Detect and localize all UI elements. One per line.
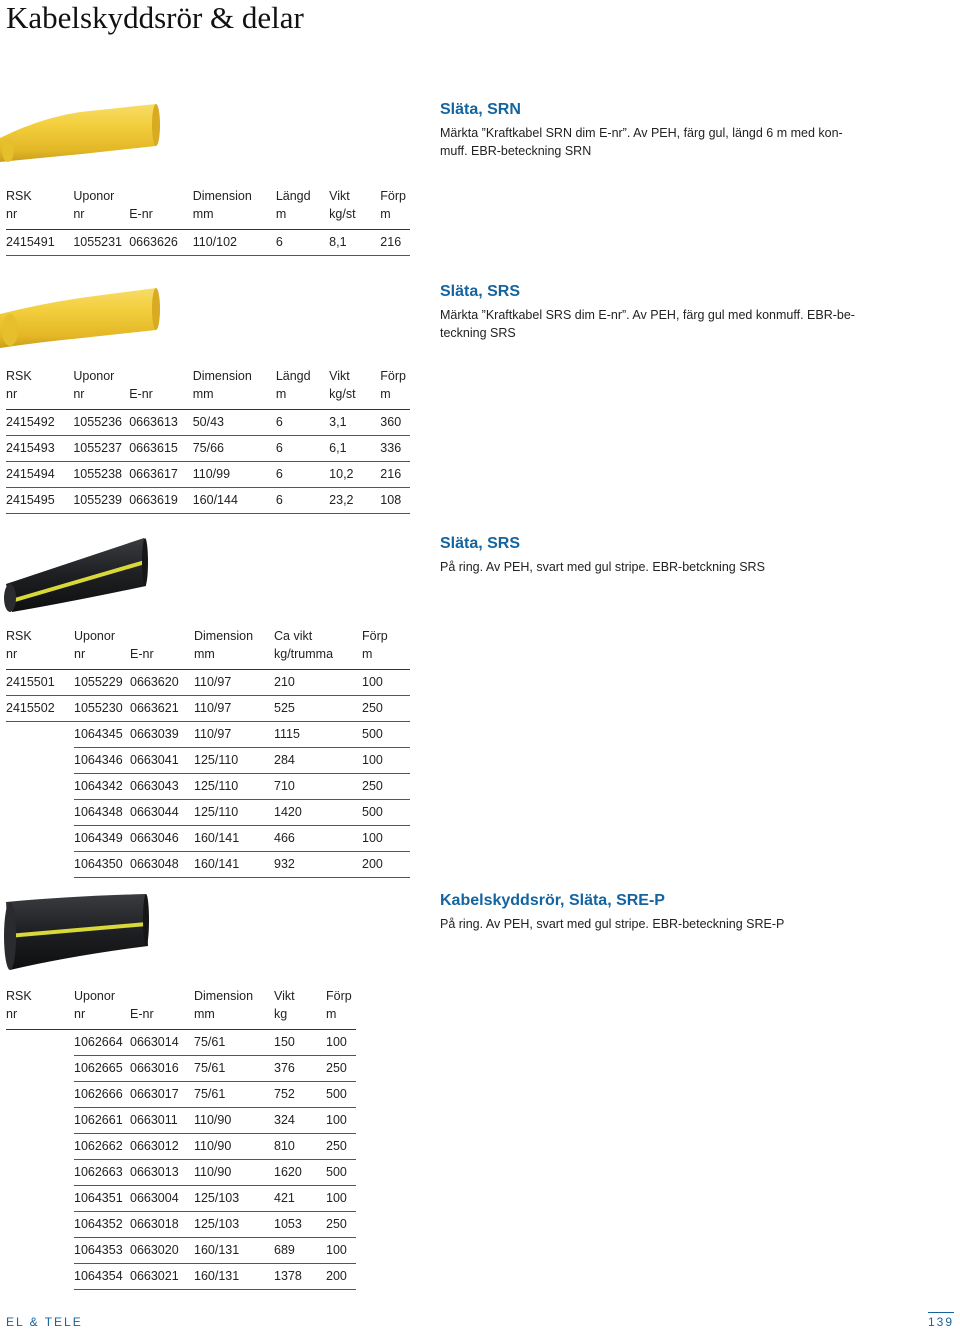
cell-dimension: 160/131 xyxy=(194,1264,274,1290)
cell-dimension: 75/61 xyxy=(194,1082,274,1108)
section-title: Släta, SRS xyxy=(440,283,521,300)
col-header: Förp m xyxy=(326,987,356,1030)
section-description: På ring. Av PEH, svart med gul stripe. EBR-beteckning SRE-P xyxy=(440,917,785,931)
col-header: E-nr xyxy=(129,367,193,410)
cell-rsk: 2415502 xyxy=(6,696,74,722)
cell-weight: 376 xyxy=(274,1056,326,1082)
table-row xyxy=(6,800,410,826)
cell-uponor: 1064342 xyxy=(74,774,130,800)
cell-dimension: 125/110 xyxy=(194,748,274,774)
cell-dimension: 110/99 xyxy=(193,462,276,488)
section-description: På ring. Av PEH, svart med gul stripe. EBR-betckning SRS xyxy=(440,560,765,574)
table-row xyxy=(6,462,410,488)
cell-uponor: 1062666 xyxy=(74,1082,130,1108)
cell-rsk xyxy=(6,1082,74,1108)
table-row xyxy=(6,1082,356,1108)
cell-length: 6 xyxy=(276,436,329,462)
cell-uponor: 1062662 xyxy=(74,1134,130,1160)
cell-enr: 0663013 xyxy=(130,1160,194,1186)
cell-pack: 336 xyxy=(380,436,410,462)
cell-pack: 100 xyxy=(362,748,410,774)
table-row xyxy=(6,1186,356,1212)
table-header-row xyxy=(6,367,410,410)
cell-weight: 1378 xyxy=(274,1264,326,1290)
cell-pack: 500 xyxy=(362,800,410,826)
cell-rsk xyxy=(6,1030,74,1056)
cell-weight: 1115 xyxy=(274,722,362,748)
cell-length: 6 xyxy=(276,410,329,436)
cell-rsk: 2415493 xyxy=(6,436,73,462)
cell-dimension: 125/103 xyxy=(194,1212,274,1238)
section-info xyxy=(440,891,860,933)
cell-enr: 0663044 xyxy=(130,800,194,826)
cell-weight: 466 xyxy=(274,826,362,852)
col-header: RSK nr xyxy=(6,367,73,410)
cell-pack: 100 xyxy=(362,826,410,852)
table-row xyxy=(6,1108,356,1134)
cell-enr: 0663048 xyxy=(130,852,194,878)
spec-table xyxy=(6,367,410,514)
cell-enr: 0663017 xyxy=(130,1082,194,1108)
col-header: Uponor nr xyxy=(73,187,129,230)
table-row xyxy=(6,1238,356,1264)
page-number: 139 xyxy=(928,1312,954,1329)
cell-enr: 0663619 xyxy=(129,488,193,514)
col-header: RSK nr xyxy=(6,987,74,1030)
section-info xyxy=(440,282,860,342)
cell-weight: 210 xyxy=(274,670,362,696)
page-title: Kabelskyddsrör & delar xyxy=(6,0,304,35)
cell-dimension: 75/61 xyxy=(194,1030,274,1056)
cell-dimension: 160/141 xyxy=(194,826,274,852)
cell-rsk: 2415492 xyxy=(6,410,73,436)
cell-rsk xyxy=(6,1238,74,1264)
col-header: Förp m xyxy=(362,627,410,670)
cell-pack: 100 xyxy=(326,1108,356,1134)
col-header: Förp m xyxy=(380,187,410,230)
black-pipe-image xyxy=(0,532,150,614)
cell-pack: 216 xyxy=(380,462,410,488)
cell-pack: 500 xyxy=(362,722,410,748)
cell-enr: 0663016 xyxy=(130,1056,194,1082)
cell-dimension: 50/43 xyxy=(193,410,276,436)
cell-uponor: 1064346 xyxy=(74,748,130,774)
cell-uponor: 1064353 xyxy=(74,1238,130,1264)
cell-pack: 100 xyxy=(326,1186,356,1212)
col-header: Dimension mm xyxy=(193,187,276,230)
cell-dimension: 160/141 xyxy=(194,852,274,878)
table-row xyxy=(6,1056,356,1082)
cell-rsk: 2415491 xyxy=(6,230,73,256)
cell-enr: 0663043 xyxy=(130,774,194,800)
cell-dimension: 75/61 xyxy=(194,1056,274,1082)
cell-weight: 3,1 xyxy=(329,410,380,436)
cell-rsk xyxy=(6,748,74,774)
col-header: Dimension mm xyxy=(194,627,274,670)
cell-uponor: 1064354 xyxy=(74,1264,130,1290)
table-row xyxy=(6,696,410,722)
cell-enr: 0663018 xyxy=(130,1212,194,1238)
cell-enr: 0663021 xyxy=(130,1264,194,1290)
cell-uponor: 1062661 xyxy=(74,1108,130,1134)
cell-rsk xyxy=(6,1186,74,1212)
cell-length: 6 xyxy=(276,230,329,256)
black-pipe-image xyxy=(0,890,150,972)
cell-uponor: 1064348 xyxy=(74,800,130,826)
cell-uponor: 1055230 xyxy=(74,696,130,722)
col-header: Vikt kg/st xyxy=(329,367,380,410)
yellow-pipe-image xyxy=(0,98,160,170)
cell-uponor: 1055238 xyxy=(73,462,129,488)
cell-weight: 150 xyxy=(274,1030,326,1056)
cell-uponor: 1062663 xyxy=(74,1160,130,1186)
cell-uponor: 1055239 xyxy=(73,488,129,514)
cell-dimension: 125/110 xyxy=(194,774,274,800)
cell-enr: 0663046 xyxy=(130,826,194,852)
cell-enr: 0663041 xyxy=(130,748,194,774)
cell-enr: 0663004 xyxy=(130,1186,194,1212)
cell-enr: 0663012 xyxy=(130,1134,194,1160)
col-header: E-nr xyxy=(130,627,194,670)
table-row xyxy=(6,722,410,748)
col-header: Längd m xyxy=(276,187,329,230)
table-row xyxy=(6,410,410,436)
col-header: RSK nr xyxy=(6,187,73,230)
section-title: Släta, SRN xyxy=(440,101,521,118)
col-header: Uponor nr xyxy=(73,367,129,410)
cell-uponor: 1064351 xyxy=(74,1186,130,1212)
cell-rsk xyxy=(6,1160,74,1186)
cell-dimension: 110/90 xyxy=(194,1160,274,1186)
cell-dimension: 110/90 xyxy=(194,1134,274,1160)
col-header: RSK nr xyxy=(6,627,74,670)
cell-enr: 0663626 xyxy=(129,230,193,256)
cell-pack: 250 xyxy=(362,774,410,800)
table-row xyxy=(6,852,410,878)
cell-uponor: 1062664 xyxy=(74,1030,130,1056)
cell-dimension: 75/66 xyxy=(193,436,276,462)
cell-enr: 0663617 xyxy=(129,462,193,488)
cell-weight: 932 xyxy=(274,852,362,878)
cell-pack: 500 xyxy=(326,1160,356,1186)
section-title: Kabelskyddsrör, Släta, SRE-P xyxy=(440,892,665,909)
cell-pack: 200 xyxy=(326,1264,356,1290)
col-header: E-nr xyxy=(129,187,193,230)
cell-length: 6 xyxy=(276,462,329,488)
cell-rsk xyxy=(6,722,74,748)
cell-weight: 525 xyxy=(274,696,362,722)
table-row xyxy=(6,230,410,256)
cell-rsk xyxy=(6,1056,74,1082)
col-header: Vikt kg/st xyxy=(329,187,380,230)
cell-enr: 0663011 xyxy=(130,1108,194,1134)
cell-pack: 108 xyxy=(380,488,410,514)
yellow-pipe-image xyxy=(0,282,160,354)
cell-pack: 360 xyxy=(380,410,410,436)
cell-enr: 0663014 xyxy=(130,1030,194,1056)
cell-rsk xyxy=(6,774,74,800)
section-description: Märkta ”Kraftkabel SRN dim E-nr”. Av PEH, färg gul, längd 6 m med kon- muff. EBR-beteckning SRN xyxy=(440,126,843,158)
cell-rsk xyxy=(6,1134,74,1160)
col-header: E-nr xyxy=(130,987,194,1030)
cell-pack: 100 xyxy=(362,670,410,696)
table-row xyxy=(6,436,410,462)
spec-table xyxy=(6,187,410,256)
cell-dimension: 110/97 xyxy=(194,670,274,696)
table-header-row xyxy=(6,187,410,230)
cell-uponor: 1055236 xyxy=(73,410,129,436)
cell-enr: 0663020 xyxy=(130,1238,194,1264)
cell-enr: 0663613 xyxy=(129,410,193,436)
table-row xyxy=(6,1030,356,1056)
cell-weight: 689 xyxy=(274,1238,326,1264)
cell-weight: 10,2 xyxy=(329,462,380,488)
cell-rsk xyxy=(6,1264,74,1290)
table-row xyxy=(6,1134,356,1160)
col-header: Dimension mm xyxy=(194,987,274,1030)
cell-dimension: 110/97 xyxy=(194,696,274,722)
col-header: Dimension mm xyxy=(193,367,276,410)
cell-rsk xyxy=(6,826,74,852)
cell-weight: 8,1 xyxy=(329,230,380,256)
col-header: Förp m xyxy=(380,367,410,410)
cell-weight: 23,2 xyxy=(329,488,380,514)
table-row xyxy=(6,774,410,800)
cell-uponor: 1055237 xyxy=(73,436,129,462)
cell-weight: 1053 xyxy=(274,1212,326,1238)
cell-pack: 100 xyxy=(326,1030,356,1056)
cell-weight: 324 xyxy=(274,1108,326,1134)
cell-rsk xyxy=(6,800,74,826)
cell-dimension: 160/144 xyxy=(193,488,276,514)
cell-weight: 6,1 xyxy=(329,436,380,462)
cell-enr: 0663039 xyxy=(130,722,194,748)
cell-uponor: 1064352 xyxy=(74,1212,130,1238)
cell-dimension: 160/131 xyxy=(194,1238,274,1264)
section-title: Släta, SRS xyxy=(440,535,521,552)
cell-weight: 810 xyxy=(274,1134,326,1160)
cell-dimension: 125/103 xyxy=(194,1186,274,1212)
cell-rsk xyxy=(6,852,74,878)
cell-enr: 0663621 xyxy=(130,696,194,722)
cell-pack: 200 xyxy=(362,852,410,878)
cell-enr: 0663620 xyxy=(130,670,194,696)
table-row xyxy=(6,826,410,852)
table-row xyxy=(6,488,410,514)
cell-pack: 100 xyxy=(326,1238,356,1264)
cell-dimension: 125/110 xyxy=(194,800,274,826)
section-info xyxy=(440,534,860,576)
cell-uponor: 1064345 xyxy=(74,722,130,748)
table-row xyxy=(6,1264,356,1290)
cell-weight: 1620 xyxy=(274,1160,326,1186)
cell-rsk xyxy=(6,1108,74,1134)
cell-pack: 250 xyxy=(326,1134,356,1160)
table-row xyxy=(6,670,410,696)
cell-uponor: 1064350 xyxy=(74,852,130,878)
cell-dimension: 110/102 xyxy=(193,230,276,256)
col-header: Uponor nr xyxy=(74,627,130,670)
cell-enr: 0663615 xyxy=(129,436,193,462)
cell-weight: 752 xyxy=(274,1082,326,1108)
cell-weight: 710 xyxy=(274,774,362,800)
cell-weight: 284 xyxy=(274,748,362,774)
cell-pack: 250 xyxy=(362,696,410,722)
cell-weight: 421 xyxy=(274,1186,326,1212)
cell-weight: 1420 xyxy=(274,800,362,826)
cell-rsk: 2415494 xyxy=(6,462,73,488)
cell-length: 6 xyxy=(276,488,329,514)
col-header: Uponor nr xyxy=(74,987,130,1030)
cell-uponor: 1064349 xyxy=(74,826,130,852)
col-header: Vikt kg xyxy=(274,987,326,1030)
cell-uponor: 1055229 xyxy=(74,670,130,696)
table-row xyxy=(6,1160,356,1186)
cell-rsk: 2415501 xyxy=(6,670,74,696)
cell-pack: 250 xyxy=(326,1212,356,1238)
cell-dimension: 110/97 xyxy=(194,722,274,748)
cell-rsk: 2415495 xyxy=(6,488,73,514)
section-info xyxy=(440,100,860,160)
cell-pack: 250 xyxy=(326,1056,356,1082)
table-header-row xyxy=(6,627,410,670)
spec-table xyxy=(6,987,356,1290)
cell-uponor: 1055231 xyxy=(73,230,129,256)
cell-pack: 500 xyxy=(326,1082,356,1108)
table-row xyxy=(6,748,410,774)
cell-rsk xyxy=(6,1212,74,1238)
cell-pack: 216 xyxy=(380,230,410,256)
section-description: Märkta ”Kraftkabel SRS dim E-nr”. Av PEH, färg gul med konmuff. EBR-be- teckning SRS xyxy=(440,308,855,340)
spec-table xyxy=(6,627,410,878)
table-header-row xyxy=(6,987,356,1030)
table-row xyxy=(6,1212,356,1238)
col-header: Längd m xyxy=(276,367,329,410)
cell-dimension: 110/90 xyxy=(194,1108,274,1134)
footer-section-label: EL & TELE xyxy=(6,1315,83,1329)
col-header: Ca vikt kg/trumma xyxy=(274,627,362,670)
cell-uponor: 1062665 xyxy=(74,1056,130,1082)
